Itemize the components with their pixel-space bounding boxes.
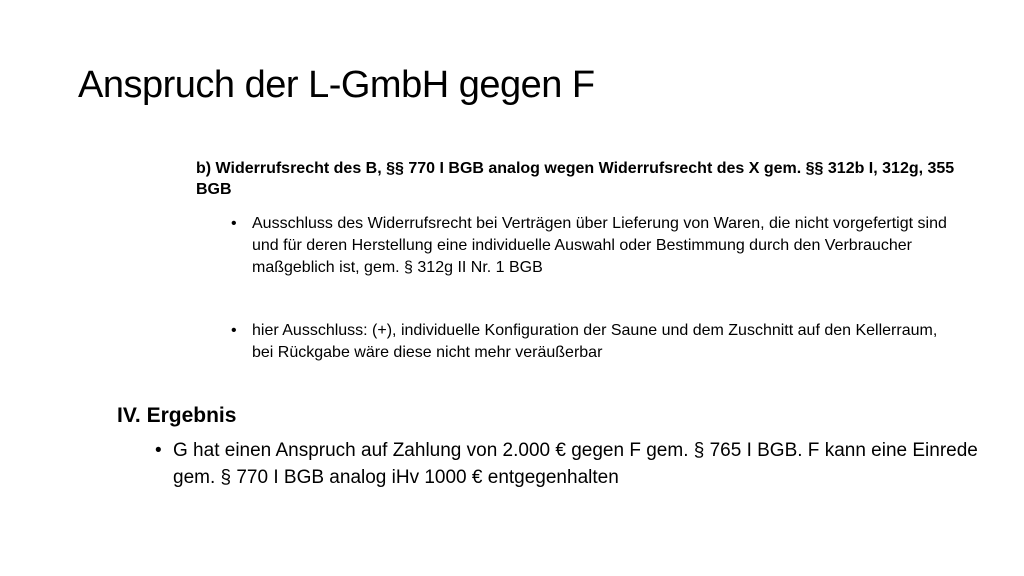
- bullet-icon: •: [231, 322, 237, 339]
- sub-bullet-item: [231, 320, 952, 364]
- result-bullet-text: G hat einen Anspruch auf Zahlung von 2.000 € gegen F gem. § 765 I BGB. F kann eine Einrede gem. § 770 I BGB analog iHv 1000 € entgegenhalten: [173, 440, 978, 488]
- sub-heading: b) Widerrufsrecht des B, §§ 770 I BGB analog wegen Widerrufsrecht des X gem. §§ 312b I, 312g, 355 BGB: [196, 160, 955, 198]
- bullet-icon: •: [155, 440, 162, 461]
- sub-bullet-item: [231, 213, 962, 279]
- sub-bullet-text: hier Ausschluss: (+), individuelle Konfiguration der Saune und dem Zuschnitt auf den Kellerraum, bei Rückgabe wäre diese nicht mehr veräußerbar: [252, 322, 938, 361]
- section-heading: IV. Ergebnis: [117, 404, 237, 427]
- result-bullet-item: [155, 437, 993, 491]
- sub-bullet-text: Ausschluss des Widerrufsrecht bei Verträgen über Lieferung von Waren, die nicht vorgefertigt sind und für deren Herstellung eine individuelle Auswahl oder Bestimmung durch den Verbraucher maßgeblich ist, gem. § 312g II Nr. 1 BGB: [252, 215, 947, 276]
- bullet-icon: •: [231, 215, 237, 232]
- slide-title: Anspruch der L-GmbH gegen F: [78, 64, 595, 106]
